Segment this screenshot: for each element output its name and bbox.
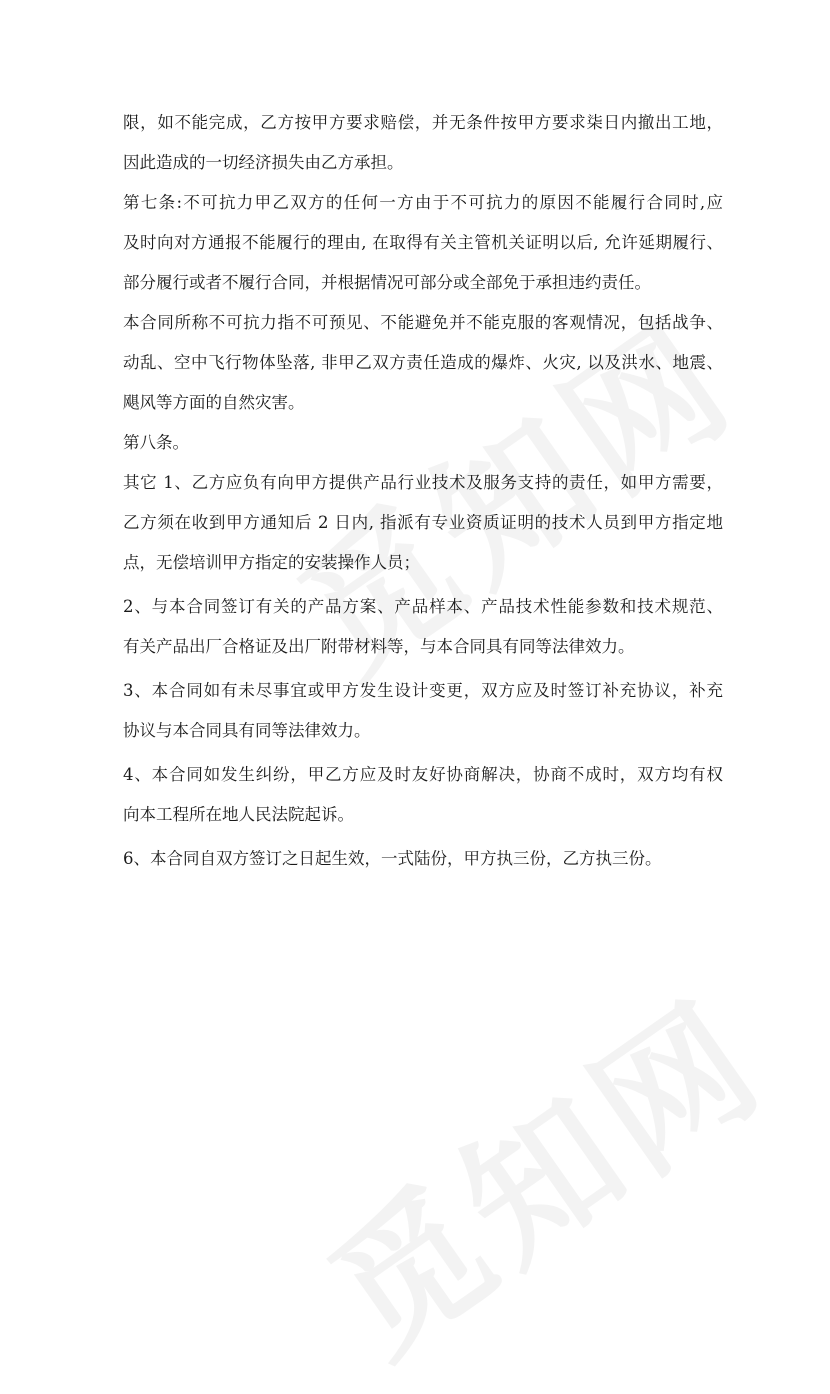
section-heading: 第八条。 xyxy=(123,433,189,452)
text-line: 点，无偿培训甲方指定的安装操作人员； xyxy=(123,553,420,572)
text-line: 飓风等方面的自然灾害。 xyxy=(123,393,305,412)
text-line: 4、本合同如发生纠纷，甲乙方应及时友好协商解决，协商不成时，双方均有权 xyxy=(123,765,723,784)
text-line: 其它 1、乙方应负有向甲方提供产品行业技术及服务支持的责任，如甲方需要， xyxy=(123,473,723,492)
text-line: 及时向对方通报不能履行的理由, 在取得有关主管机关证明以后, 允许延期履行、 xyxy=(123,233,723,252)
text-line: 向本工程所在地人民法院起诉。 xyxy=(123,805,354,824)
text-line: 2、与本合同签订有关的产品方案、产品样本、产品技术性能参数和技术规范、 xyxy=(123,597,723,616)
watermark xyxy=(281,942,798,1394)
text-line: 限，如不能完成，乙方按甲方要求赔偿，并无条件按甲方要求柒日内撤出工地， xyxy=(123,113,723,132)
text-line: 因此造成的一切经济损失由乙方承担。 xyxy=(123,153,404,172)
document-body xyxy=(123,103,723,879)
text-line: 3、本合同如有未尽事宜或甲方发生设计变更，双方应及时签订补充协议，补充 xyxy=(123,681,723,700)
text-line: 乙方须在收到甲方通知后 2 日内, 指派有专业资质证明的技术人员到甲方指定地 xyxy=(123,513,723,532)
text-line: 动乱、空中飞行物体坠落, 非甲乙双方责任造成的爆炸、火灾, 以及洪水、地震、 xyxy=(123,353,723,372)
text-line: 本合同所称不可抗力指不可预见、不能避免并不能克服的客观情况，包括战争、 xyxy=(123,313,723,332)
text-line: 部分履行或者不履行合同，并根据情况可部分或全部免于承担违约责任。 xyxy=(123,273,651,292)
text-line: 第七条:不可抗力甲乙双方的任何一方由于不可抗力的原因不能履行合同时,应 xyxy=(123,193,723,212)
text-line: 6、本合同自双方签订之日起生效，一式陆份，甲方执三份，乙方执三份。 xyxy=(123,849,662,868)
text-line: 有关产品出厂合格证及出厂附带材料等，与本合同具有同等法律效力。 xyxy=(123,637,635,656)
text-line: 协议与本合同具有同等法律效力。 xyxy=(123,721,371,740)
